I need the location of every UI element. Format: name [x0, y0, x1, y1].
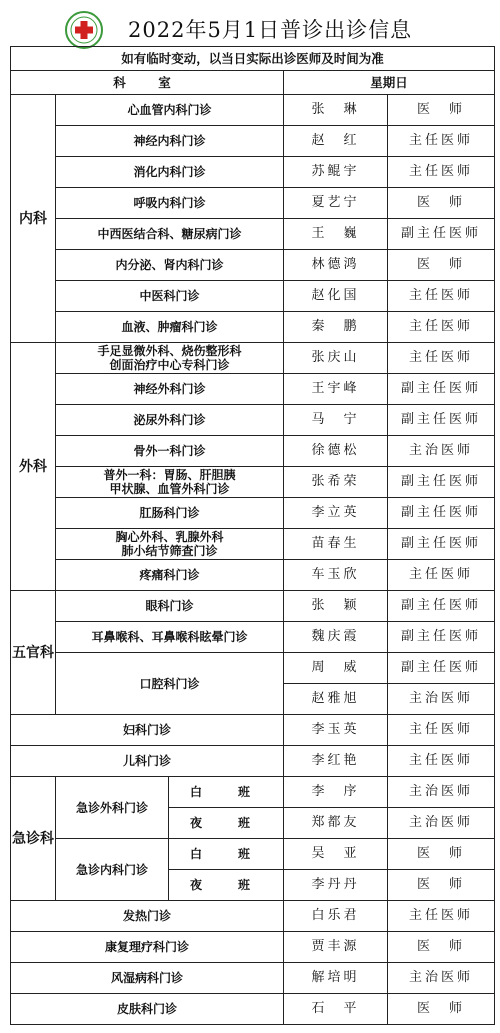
- clinic-name: 心血管内科门诊: [56, 95, 284, 126]
- doctor-title: 主任医师: [388, 746, 495, 777]
- doctor-name: 魏庆霞: [284, 622, 388, 653]
- dept-internal: 内科: [11, 95, 56, 343]
- doctor-title: 主任医师: [388, 312, 495, 343]
- page-title: 2022年5月1日普诊出诊信息: [128, 18, 413, 42]
- clinic-name: 风湿病科门诊: [11, 963, 284, 994]
- hospital-logo-icon: [64, 10, 104, 50]
- doctor-name: 李玉英: [284, 715, 388, 746]
- doctor-title: 副主任医师: [388, 622, 495, 653]
- clinic-name: 康复理疗科门诊: [11, 932, 284, 963]
- clinic-name: 肛肠科门诊: [56, 498, 284, 529]
- doctor-name: 秦 鹏: [284, 312, 388, 343]
- doctor-name: 徐德松: [284, 436, 388, 467]
- doctor-name: 苗春生: [284, 529, 388, 560]
- clinic-name-line: 甲状腺、血管外科门诊: [109, 482, 230, 496]
- doctor-name: 贾丰源: [284, 932, 388, 963]
- doctor-name: 解培明: [284, 963, 388, 994]
- clinic-name: [56, 467, 284, 498]
- doctor-title: 医 师: [388, 188, 495, 219]
- doctor-name: 李丹丹: [284, 870, 388, 901]
- doctor-name: 夏艺宁: [284, 188, 388, 219]
- clinic-name: 耳鼻喉科、耳鼻喉科眩晕门诊: [56, 622, 284, 653]
- clinic-name: 内分泌、肾内科门诊: [56, 250, 284, 281]
- doctor-name: 李立英: [284, 498, 388, 529]
- doctor-title: 副主任医师: [388, 529, 495, 560]
- clinic-name: 急诊内科门诊: [56, 839, 169, 901]
- dept-surgery: 外科: [11, 343, 56, 591]
- doctor-name: 马 宁: [284, 405, 388, 436]
- clinic-name-line: 普外一科：胃肠、肝胆胰: [103, 468, 236, 482]
- doctor-name: 周 威: [284, 653, 388, 684]
- doctor-title: 主任医师: [388, 715, 495, 746]
- doctor-title: 主任医师: [388, 560, 495, 591]
- schedule-table: [10, 46, 495, 1025]
- clinic-name: 疼痛科门诊: [56, 560, 284, 591]
- doctor-title: 副主任医师: [388, 374, 495, 405]
- doctor-title: 主任医师: [388, 157, 495, 188]
- clinic-name: 泌尿外科门诊: [56, 405, 284, 436]
- clinic-name: 发热门诊: [11, 901, 284, 932]
- clinic-name: 神经内科门诊: [56, 126, 284, 157]
- doctor-name: 张庆山: [284, 343, 388, 374]
- doctor-title: 主治医师: [388, 808, 495, 839]
- doctor-name: 李红艳: [284, 746, 388, 777]
- clinic-name: 神经外科门诊: [56, 374, 284, 405]
- clinic-name: 急诊外科门诊: [56, 777, 169, 839]
- shift-label: 夜 班: [169, 870, 284, 901]
- doctor-name: 林德鸿: [284, 250, 388, 281]
- doctor-name: 车玉欣: [284, 560, 388, 591]
- clinic-name: [56, 343, 284, 374]
- doctor-name: 郑都友: [284, 808, 388, 839]
- clinic-name: 骨外一科门诊: [56, 436, 284, 467]
- doctor-title: 副主任医师: [388, 405, 495, 436]
- clinic-name: 眼科门诊: [56, 591, 284, 622]
- doctor-name: 苏鲲宇: [284, 157, 388, 188]
- doctor-title: 副主任医师: [388, 653, 495, 684]
- doctor-title: 医 师: [388, 932, 495, 963]
- doctor-title: 主治医师: [388, 777, 495, 808]
- clinic-name: 血液、肿瘤科门诊: [56, 312, 284, 343]
- doctor-title: 主任医师: [388, 901, 495, 932]
- doctor-title: 主治医师: [388, 436, 495, 467]
- doctor-name: 赵雅旭: [284, 684, 388, 715]
- header: [10, 8, 494, 44]
- shift-label: 白 班: [169, 777, 284, 808]
- clinic-name-line: 肺小结节筛查门诊: [121, 544, 218, 558]
- doctor-name: 赵 红: [284, 126, 388, 157]
- doctor-name: 张 颖: [284, 591, 388, 622]
- header-department: 科 室: [11, 71, 284, 95]
- clinic-name: 中医科门诊: [56, 281, 284, 312]
- clinic-name: 妇科门诊: [11, 715, 284, 746]
- doctor-name: 张希荣: [284, 467, 388, 498]
- doctor-title: 副主任医师: [388, 467, 495, 498]
- doctor-name: 石 平: [284, 994, 388, 1025]
- doctor-title: 主任医师: [388, 343, 495, 374]
- doctor-name: 王 巍: [284, 219, 388, 250]
- doctor-name: 王宇峰: [284, 374, 388, 405]
- doctor-title: 医 师: [388, 994, 495, 1025]
- doctor-title: 医 师: [388, 839, 495, 870]
- doctor-name: 张 琳: [284, 95, 388, 126]
- shift-label: 白 班: [169, 839, 284, 870]
- doctor-title: 主任医师: [388, 281, 495, 312]
- clinic-name-line: 创面治疗中心专科门诊: [109, 358, 230, 372]
- clinic-name: 呼吸内科门诊: [56, 188, 284, 219]
- dept-ent: 五官科: [11, 591, 56, 715]
- clinic-name-line: 胸心外科、乳腺外科: [115, 530, 224, 544]
- clinic-name: 中西医结合科、糖尿病门诊: [56, 219, 284, 250]
- doctor-name: 吴 亚: [284, 839, 388, 870]
- clinic-name-line: 手足显微外科、烧伤整形科: [97, 344, 242, 358]
- doctor-title: 副主任医师: [388, 591, 495, 622]
- doctor-title: 主治医师: [388, 963, 495, 994]
- clinic-name: 口腔科门诊: [56, 653, 284, 715]
- header-weekday: 星期日: [284, 71, 495, 95]
- doctor-title: 医 师: [388, 95, 495, 126]
- doctor-title: 主治医师: [388, 684, 495, 715]
- clinic-name: 儿科门诊: [11, 746, 284, 777]
- dept-emergency: 急诊科: [11, 777, 56, 901]
- doctor-name: 李 序: [284, 777, 388, 808]
- notice: 如有临时变动，以当日实际出诊医师及时间为准: [11, 47, 495, 71]
- doctor-title: 副主任医师: [388, 219, 495, 250]
- shift-label: 夜 班: [169, 808, 284, 839]
- doctor-title: 医 师: [388, 250, 495, 281]
- clinic-name: 皮肤科门诊: [11, 994, 284, 1025]
- clinic-name: 消化内科门诊: [56, 157, 284, 188]
- doctor-title: 副主任医师: [388, 498, 495, 529]
- doctor-name: 白乐君: [284, 901, 388, 932]
- doctor-name: 赵化国: [284, 281, 388, 312]
- doctor-title: 主任医师: [388, 126, 495, 157]
- clinic-name: [56, 529, 284, 560]
- doctor-title: 医 师: [388, 870, 495, 901]
